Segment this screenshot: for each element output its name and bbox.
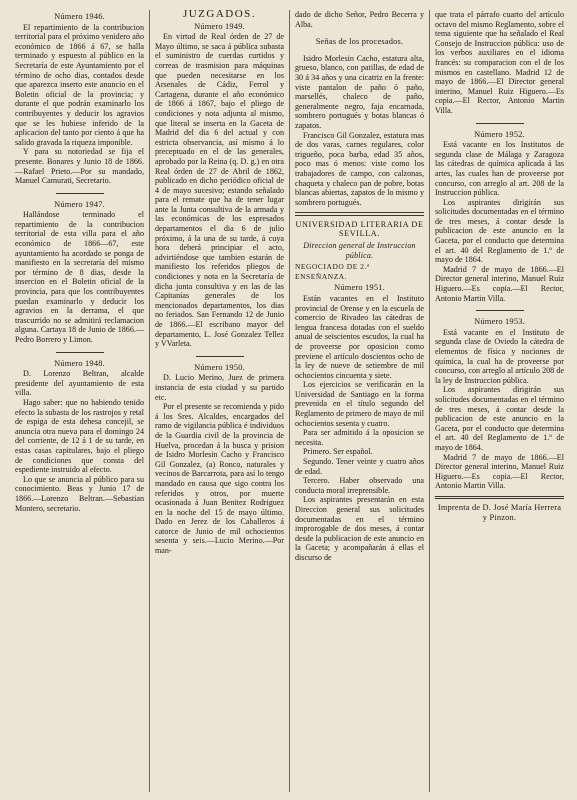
notice-paragraph: Segundo. Tener veinte y cuatro años de edad. [295, 457, 424, 476]
notice-paragraph: Hago saber: que no habiendo tenido efecto la subasta de los rastrojos y retal de espiga de esta dehesa concejil, se anuncia otra nueva para el domingo 24 del corriente, de 12 á 1 de su tarde, en estas casas capitulares, bajo el pliego de condiciones que consta del espediente instruido al efecto. [15, 397, 144, 475]
notice-paragraph: Está vacante en los Institutos de segunda clase de Málaga y Zaragoza las cátedras de química aplicada á las artes, las cuales han de proveerse por concurso, con arreglo al art. 208 de la Instruccion pública. [435, 140, 564, 198]
notice-paragraph: En virtud de Real órden de 27 de Mayo último, se saca á pública subasta el suministro de cuerdas curtidos y correas de trasmision para máquinas que pueden necesitarse en los Arsenales de Cádiz, Ferrol y Cartagena, durante el año económico de 1866 á 1867, bajo el pliego de condiciones y nota adjunta al mismo, que literal se inserta en la Gaceta de Madrid del dia 6 del actual y con estricta observancia, así mismo á lo preceptuado en el de las generales, aprobado por la Reina (q. D. g.) en otra Real órden de 27 de Abril de 1862, publicado en dicho periódico oficial de 4 de mayo sucesivo; estando señalado para el remate que ha de tener lugar ante la Junta consultiva de la armada y las económicas de los espresados departamentos el dia 6 de julio próximo, á la una de su tarde, á cuya hora deberá principiar el acto, advirtiéndose que tambien estarán de manifiesto los referidos pliegos de condiciones y nota en la Secretaría de dicha junta consultiva y en las de las Capitanías generales de los mencionados departamentos, los dias no feriados. San Fernando 12 de Junio de 1866.—El escribano mayor del departamento, L. José Gonzalez Tellez y VVarleta. [155, 32, 284, 349]
subheading: Señas de los procesados. [315, 37, 404, 47]
notice-number: Número 1950. [194, 362, 245, 372]
notice-paragraph: dado de dicho Señor, Pedro Becerra y Alba. [295, 10, 424, 29]
notice-paragraph: El repartimiento de la contribucion territorial para el próximo venidero año económico de 1866 á 67, se halla terminado y espuesto al público en la Secretaría de este Ayuntamiento por el término de ocho dias, contados desde que aparezca inserto este anuncio en el Boletin oficial de la provincia; y durante el que podrán examinarlo los contribuyentes y deducir los agravios que se les hubiese inferido de la aplicacion del tanto por ciento á que ha salido gravada la riqueza imponible. [15, 22, 144, 147]
notice-paragraph: Francisco Gil Gonzalez, estatura mas de dos varas, carnes regulares, color trigueño, poca barba, edad 35 años, poco mas ó menos: viste como los trabajadores de campo, con calzonas, chaqueta y chaleco pan de pobre, botas blancas abiertas, zapatos de lo mismo y sombrero portugués. [295, 130, 424, 207]
notice-paragraph: Isidro Morlesin Cacho, estatura alta, grueso, blanco, con patillas, de edad de 30 á 34 años y una cicatriz en la frente: viste pantalon de paño ó paño, marsellés, chaleco de paño, generalmente negro, faja encarnada, sombrero portugués y botas blancas ó zapatos. [295, 53, 424, 130]
notice-paragraph: Por el presente se recomienda y pido á los Sres. Alcaldes, encargados del ramo de vigilancia pública é individuos de la Guardia civil de la provincia de Huelva, procedan á la busca y prision de Isidro Morlesin Cacho y Francisco Gil Gonzalez, (a) Ronco, naturales y vecinos de Barcarrota, para así lo tengo mandado en causa que sigo contra los referidos y otros, por muerte ocasionada á Juan Benitez Rodriguez en la noche del 15 de mayo último. Dado en Jerez de los Caballeros á catorce de Junio de mil ochocientos sesenta y seis.—Lucio Merino.—Por man- [155, 402, 284, 556]
notice-paragraph: Hallándose terminado el repartimiento de la contribucion territorial de esta villa para el año económico de 1866—67, este ayuntamiento ha acordado se ponga de manifiesto en la secretaría del mismo por término de 8 dias, desde la insercion en el Boletin oficial de la provincia, para que los contribuyentes puedan examinarlo y deducir los agravios en la derrama, el que trascurrido no se admitirá reclamacion alguna. Cartaya 18 de Junio de 1866.—Pedro Borrero y Limon. [15, 210, 144, 344]
notice-paragraph: Los ejercicios se verificarán en la Universidad de Santiago en la forma prevenida en el título segundo del Reglamento de primero de mayo de mil ochocientos sesenta y cuatro. [295, 380, 424, 428]
notice-paragraph: Están vacantes en el Instituto provincial de Orense y en la escuela de comercio de Rivadeo las cátedras de lengua francesa dotadas con el sueldo anual de seiscientos escudos, la cual ha de proveerse por oposicion como previene el artículo doscientos ocho de la ley de nueve de setiembre de mil ochocientos cincuenta y siete. [295, 293, 424, 380]
separator-rule [196, 356, 244, 357]
notice-number: Número 1951. [334, 283, 385, 293]
notice-paragraph: que trata el párrafo cuarto del artículo octavo del mismo Reglamento, sobre el tema siguiente que ha señalado el Real Consejo de Instruccion pública: uso de los verbos auxiliares en el idioma francés: su comparacion con el de los mismos en castellano. Madrid 12 de mayo de 1866.—El Director general interino, Manuel Ruiz Higuero.—Es copia.—El Rector, Antonio Martin Villa. [435, 10, 564, 115]
notice-paragraph: Los aspirantes dirigirán sus solicitudes documentadas en el término de tres meses, á contar desde la publicacion de este anuncio en la Gaceta, por el conducto que determina el art. 40 del Reglamento de 1.º de mayo de 1864. [435, 385, 564, 452]
notice-paragraph: Los aspirantes presentarán en esta Direccion general sus solicitudes documentadas en el término improrogable de dos meses, á contar desde la publicacion de este anuncio en la Gaceta; y acompañarán á ellas el discurso de [295, 495, 424, 562]
separator-rule [476, 123, 524, 124]
notice-paragraph: Los aspirantes dirigirán sus solicitudes documentadas en el término de tres meses, á contar desde la publicacion de este anuncio en la Gaceta, por el conducto que determina el art. 40 del Reglamento de 1.º de mayo de 1864. [435, 197, 564, 265]
column-3 [289, 10, 429, 792]
double-rule [295, 212, 424, 216]
notice-number: Número 1953. [474, 317, 525, 327]
spacer [295, 29, 424, 35]
notice-paragraph: D. Lorenzo Beltran, alcalde presidente del ayuntamiento de esta villa. [15, 369, 144, 398]
notice-number: Número 1949. [194, 21, 245, 31]
column-4 [429, 10, 569, 792]
section-heading: JUZGADOS. [182, 10, 257, 20]
notice-paragraph: Para ser admitido á la oposicion se necesita. [295, 428, 424, 447]
notice-paragraph: Madrid 7 de mayo de 1866.—El Director general interino, Manuel Ruiz Higuero.—Es copia.—El Rector, Antonio Martin Villa. [435, 452, 564, 491]
column-2 [149, 10, 289, 792]
imprint: Imprenta de D. José María Herrera y Pinzon. [437, 503, 562, 522]
notice-paragraph: Está vacante en el Instituto de segunda clase de Oviedo la cátedra de elementos de física y nociones de química, la cual ha de proveerse por concurso, con arreglo al artículo 208 de la ley de Instruccion pública. [435, 327, 564, 385]
notice-paragraph: D. Lucio Merino, Juez de primera instancia de esta ciudad y su partido etc. [155, 373, 284, 402]
notice-paragraph: Madrid 7 de mayo de 1866.—El Director general interino, Manuel Ruiz Higuero.—Es copia.—El Rector, Antonio Martin Villa. [435, 264, 564, 303]
negociado-heading: NEGOCIADO DE 2.ª ENSEÑANZA. [295, 262, 370, 281]
notice-number: Número 1946. [54, 12, 105, 21]
double-rule [435, 496, 564, 500]
column-1 [10, 10, 149, 792]
university-heading: UNIVERSIDAD LITERARIA DE SEVILLA. [295, 219, 424, 239]
separator-rule [56, 193, 104, 194]
separator-rule [56, 352, 104, 353]
notice-number: Número 1948. [54, 358, 105, 368]
notice-paragraph: Y para su notoriedad se fija el presente. Bonares y Junio 18 de 1866.—Rafael Prieto.—Por su mandado, Manuel Camurati, Secretario. [15, 147, 144, 186]
direction-heading: Direccion general de Instruccion pública. [303, 240, 416, 260]
notice-paragraph: Primero. Ser español. [303, 447, 373, 457]
notice-number: Número 1947. [54, 199, 105, 209]
separator-rule [476, 310, 524, 311]
notice-paragraph: Lo que se anuncia al público para su conocimiento. Beas y Junio 17 de 1866.—Lorenzo Beltran.—Sebastian Montero, secretario. [15, 474, 144, 513]
notice-paragraph: Tercero. Haber observado una conducta moral irreprensible. [295, 476, 424, 495]
notice-number: Número 1952. [474, 129, 525, 139]
